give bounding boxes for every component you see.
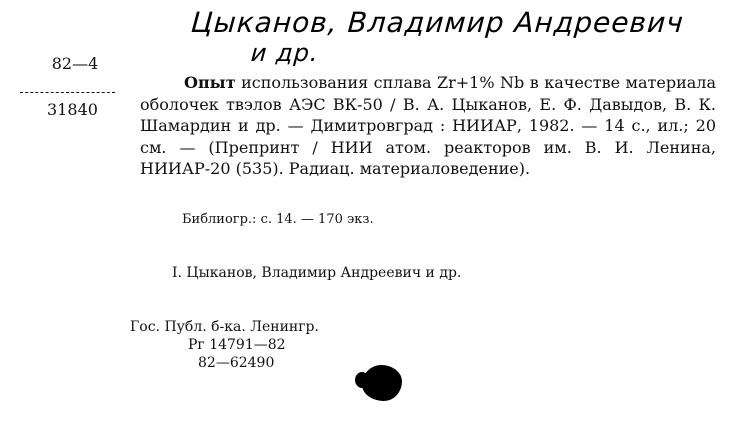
bibliography-note: Библиогр.: с. 14. — 170 экз. <box>182 212 374 227</box>
bibliographic-entry <box>140 72 716 180</box>
holdings-line-1: Гос. Публ. б-ка. Ленингр. <box>130 319 319 335</box>
call-number-top: 82—4 <box>51 54 99 73</box>
holdings-line-2: Рг 14791—82 <box>188 337 286 353</box>
entry-text: использования сплава Zr+1% Nb в качестве материала оболочек твэлов АЭС ВК-50 / В. А. Цыканов, Е. Ф. Давыдов, В. К. Шамардин и др. — Димитровград : НИИАР, 1982. — 14 с., ил.; 20 см. — (Препринт / НИИ атом. реакторов им. В. И. Ленина, НИИАР-20 (535). Радиац. материаловедение). <box>140 73 716 178</box>
handwritten-heading <box>188 8 747 68</box>
call-number <box>20 54 120 119</box>
call-number-bottom: 31840 <box>47 100 98 119</box>
call-number-divider <box>20 92 115 93</box>
added-entry: I. Цыканов, Владимир Андреевич и др. <box>172 265 462 281</box>
ink-blot-small <box>355 372 369 388</box>
entry-title: Опыт <box>184 73 236 92</box>
holdings-stamp <box>130 318 319 372</box>
holdings-line-3: 82—62490 <box>198 355 275 371</box>
handwritten-line-2: и др. <box>249 39 320 67</box>
handwritten-line-1: Цыканов, Владимир Андреевич <box>189 6 686 39</box>
